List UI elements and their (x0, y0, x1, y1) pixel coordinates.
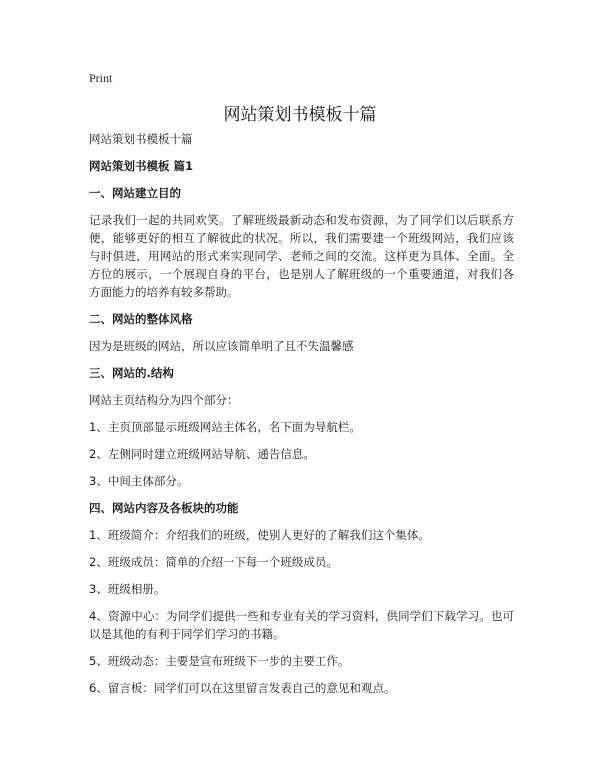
list-item: 4、资源中心：为同学们提供一些和专业有关的学习资料，供同学们下载学习。也可以是其他的有利于同学们学习的书籍。 (89, 609, 514, 641)
article-heading: 网站策划书模板 篇1 (89, 159, 194, 173)
paragraph: 记录我们一起的共同欢笑。了解班级最新动态和发布资源，为了同学们以后联系方便，能够更好的相互了解彼此的状况。所以，我们需要建一个班级网站，我们应该与时俱进，用网站的形式来实现同学、老师之间的交流。这样更为具体、全面。全方位的展示，一个展现自身的平台，也是别人了解班级的一个重要通道，对我们各方面能力的培养有较多帮助。 (89, 213, 514, 299)
section-heading-purpose: 一、网站建立目的 (89, 186, 181, 200)
section-heading-structure: 三、网站的.结构 (89, 366, 174, 380)
list-item: 6、留言板：同学们可以在这里留言发表自己的意见和观点。 (89, 681, 396, 695)
document-title: 网站策划书模板十篇 (223, 105, 377, 125)
section-heading-content: 四、网站内容及各板块的功能 (89, 501, 239, 515)
list-item: 5、班级动态：主要是宣布班级下一步的主要工作。 (89, 654, 350, 668)
paragraph: 因为是班级的网站，所以应该简单明了且不失温馨感 (89, 339, 354, 353)
list-item: 1、班级简介：介绍我们的班级，使别人更好的了解我们这个集体。 (89, 528, 430, 542)
list-item: 3、中间主体部分。 (89, 474, 189, 488)
document-body (89, 130, 514, 706)
list-item: 2、左侧同时建立班级网站导航、通告信息。 (89, 447, 315, 461)
document-subtitle: 网站策划书模板十篇 (89, 132, 193, 146)
section-heading-style: 二、网站的整体风格 (89, 312, 193, 326)
list-item: 1、主页顶部显示班级网站主体名，名下面为导航栏。 (89, 420, 361, 434)
list-item: 2、班级成员：简单的介绍一下每一个班级成员。 (89, 555, 338, 569)
list-item: 网站主页结构分为四个部分： (89, 393, 239, 407)
print-link[interactable]: Print (89, 71, 113, 85)
list-item: 3、班级相册。 (89, 582, 166, 596)
